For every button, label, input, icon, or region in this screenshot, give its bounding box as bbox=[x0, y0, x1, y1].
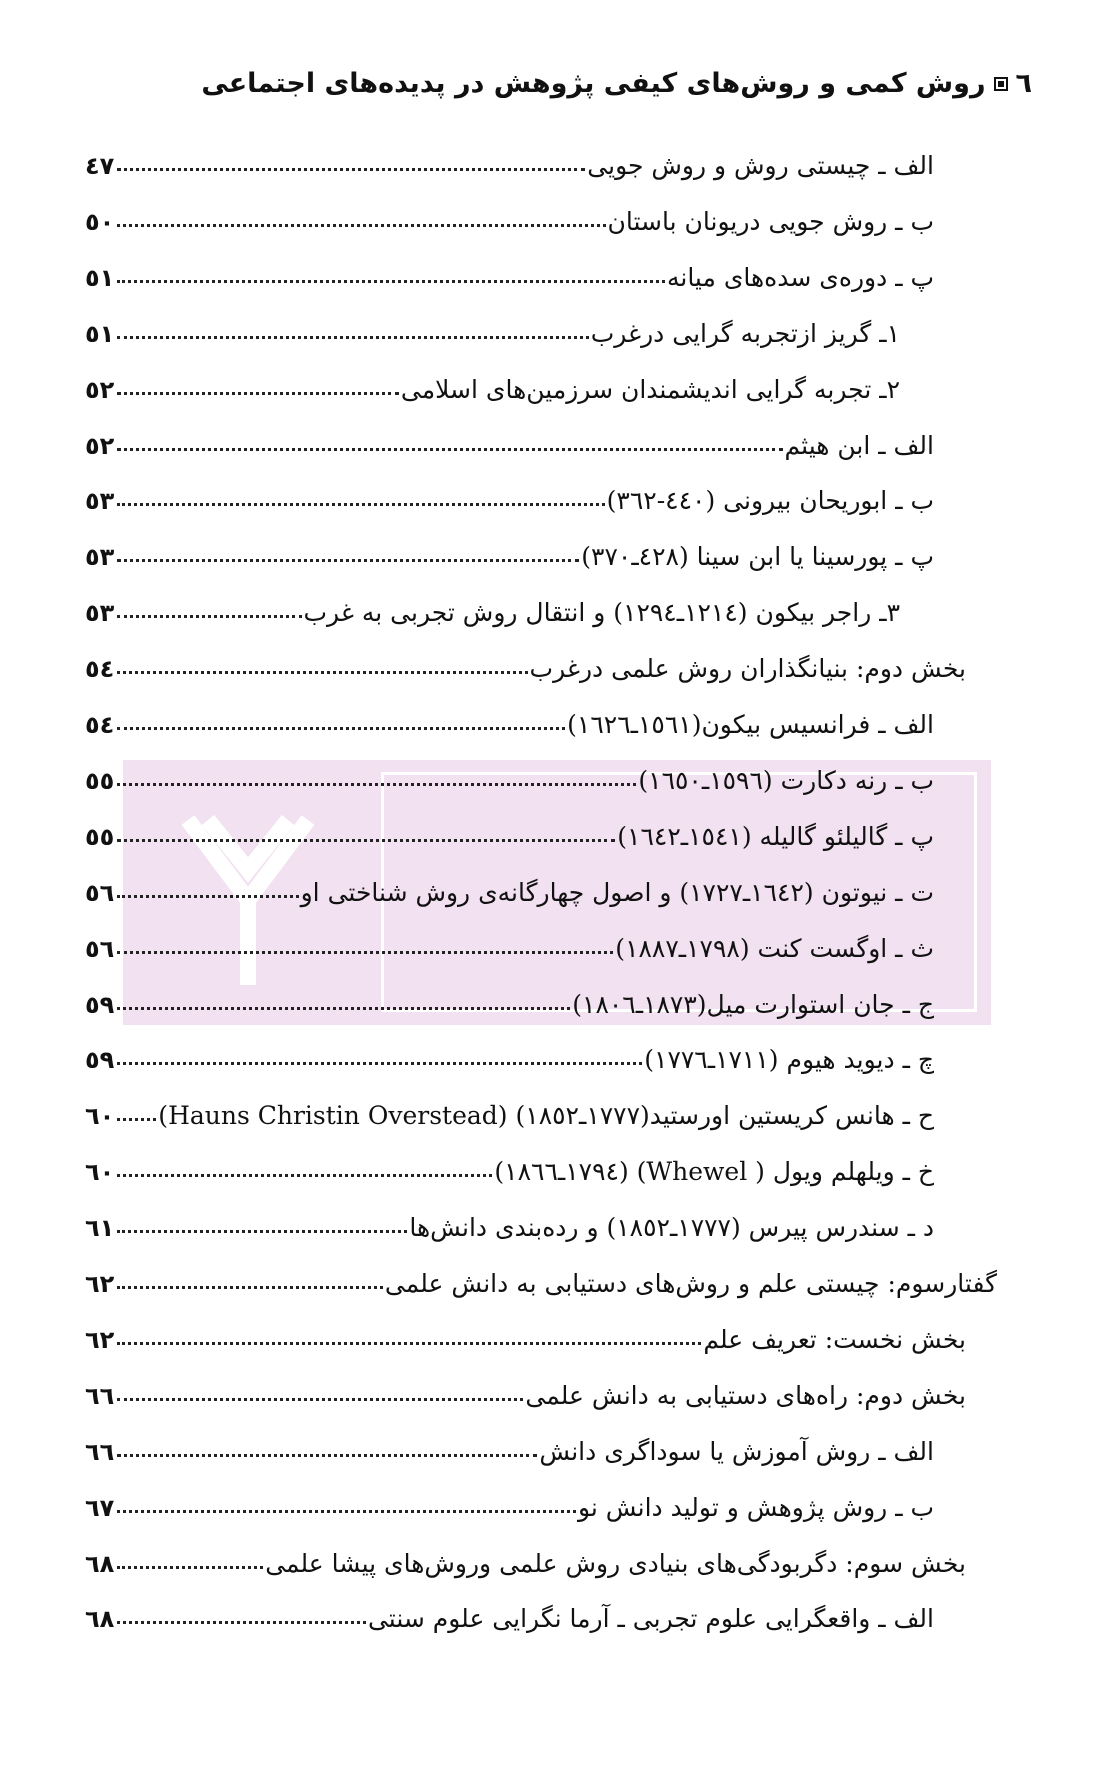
toc-entry-page: ٦٠ bbox=[85, 1157, 115, 1187]
toc-entry[interactable] bbox=[85, 1202, 934, 1242]
dot-leader bbox=[117, 168, 585, 171]
toc-entry[interactable] bbox=[85, 531, 934, 571]
page-header bbox=[201, 68, 1032, 99]
toc-entry-page: ٥٥ bbox=[85, 821, 115, 851]
toc-entry[interactable] bbox=[85, 420, 934, 460]
toc-entry-title: پ ـ دوره‌ی سده‌های میانه bbox=[666, 262, 934, 292]
toc-entry-title: ٣ـ راجر بیکون (١٢١٤ـ١٢٩٤) و انتقال روش تجربی به غرب bbox=[303, 598, 900, 628]
toc-entry[interactable] bbox=[85, 1426, 934, 1466]
dot-leader bbox=[117, 1062, 642, 1065]
toc-entry-title: ٢ـ تجربه گرایی اندیشمندان سرزمین‌های اسلامی bbox=[400, 374, 900, 404]
toc-entry-title: الف ـ واقعگرایی علوم تجربی ـ آرما نگرایی علوم سنتی bbox=[367, 1604, 934, 1634]
toc-entry-title: ح ـ هانس کریستین اورستید(١٧٧٧ـ١٨٥٢) (Hauns Christin Overstead) bbox=[158, 1101, 934, 1131]
dot-leader bbox=[117, 503, 605, 506]
toc-entry-page: ٦٠ bbox=[85, 1101, 115, 1131]
dot-leader bbox=[117, 1286, 383, 1289]
toc-entry[interactable] bbox=[85, 979, 934, 1019]
toc-entry-page: ٦١ bbox=[85, 1213, 115, 1243]
dot-leader bbox=[117, 1398, 523, 1401]
toc-entry-page: ٥٦ bbox=[85, 933, 115, 963]
toc-entry[interactable] bbox=[85, 587, 900, 627]
toc-entry[interactable] bbox=[85, 1593, 934, 1633]
toc-entry-page: ٥٤ bbox=[85, 710, 115, 739]
running-title: روش کمی و روش‌های کیفی پژوهش در پدیده‌های اجتماعی bbox=[201, 68, 986, 99]
toc-entry-page: ٥٢ bbox=[85, 430, 115, 460]
toc-entry[interactable] bbox=[85, 252, 934, 292]
toc-entry-title: الف ـ فرانسیس بیکون(١٥٦١ـ١٦٢٦) bbox=[567, 710, 934, 739]
toc-entry-page: ٦٧ bbox=[85, 1492, 115, 1522]
toc-entry[interactable] bbox=[85, 643, 966, 683]
toc-entry-title: الف ـ چیستی روش و روش جویی bbox=[587, 151, 934, 180]
dot-leader bbox=[117, 559, 579, 562]
dot-leader bbox=[117, 671, 528, 674]
toc-entry-page: ٥٤ bbox=[85, 654, 115, 684]
toc-entry-page: ٥٣ bbox=[85, 542, 115, 572]
toc-entry-page: ٥٣ bbox=[85, 598, 115, 628]
toc-entry[interactable] bbox=[85, 308, 900, 348]
toc-entry[interactable] bbox=[85, 923, 934, 963]
toc-entry-page: ٦٦ bbox=[85, 1436, 115, 1466]
dot-leader bbox=[117, 615, 302, 618]
toc-entry-page: ٥١ bbox=[85, 318, 115, 348]
toc-entry-page: ٥٣ bbox=[85, 486, 115, 516]
dot-leader bbox=[117, 1342, 701, 1345]
toc-entry-page: ٥٩ bbox=[85, 1045, 115, 1075]
toc-entry[interactable] bbox=[85, 196, 934, 236]
toc-entry[interactable] bbox=[85, 1034, 934, 1074]
toc-entry[interactable] bbox=[85, 755, 934, 795]
toc-entry-title: ب ـ ابوریحان بیرونی (٤٤٠-٣٦٢) bbox=[606, 486, 934, 516]
dot-leader bbox=[117, 336, 589, 339]
dot-leader bbox=[117, 783, 636, 786]
dot-leader bbox=[117, 1454, 537, 1457]
toc-entry-title: ت ـ نیوتون (١٦٤٢ـ١٧٢٧) و اصول چهارگانه‌ی روش شناختی او bbox=[300, 877, 934, 907]
toc-entry-page: ٦٢ bbox=[85, 1269, 115, 1298]
dot-leader bbox=[117, 280, 665, 283]
toc-entry[interactable] bbox=[85, 867, 934, 907]
toc-entry-page: ٦٦ bbox=[85, 1380, 115, 1410]
toc-entry-title: ب ـ روش جویی دریونان باستان bbox=[607, 206, 934, 236]
page-number: ٦ bbox=[1015, 68, 1032, 99]
toc-entry[interactable] bbox=[85, 1090, 934, 1130]
toc-entry-title: بخش دوم: بنیانگذاران روش علمی درغرب bbox=[529, 654, 966, 684]
toc-entry-page: ٥٢ bbox=[85, 374, 115, 404]
toc-entry-page: ٦٨ bbox=[85, 1548, 115, 1578]
toc-entry[interactable] bbox=[85, 1314, 966, 1354]
dot-leader bbox=[117, 1510, 576, 1513]
toc-entry-title: ب ـ روش پژوهش و تولید دانش نو bbox=[577, 1492, 934, 1522]
toc-entry-title: ١ـ گریز ازتجربه گرایی درغرب bbox=[590, 318, 900, 348]
dot-leader bbox=[117, 1230, 407, 1233]
toc-entry-title: چ ـ دیوید هیوم (١٧١١ـ١٧٧٦) bbox=[644, 1045, 934, 1075]
toc-entry-page: ٥٠ bbox=[85, 206, 115, 236]
toc-entry[interactable] bbox=[85, 364, 900, 404]
toc-entry-title: بخش سوم: دگربودگی‌های بنیادی روش علمی وروش‌های پیشا علمی bbox=[265, 1548, 966, 1578]
toc-entry-title: د ـ سندرس پیرس (١٧٧٧ـ١٨٥٢) و رده‌بندی دانش‌ها bbox=[409, 1213, 934, 1243]
dot-leader bbox=[117, 1007, 570, 1010]
toc-entry-page: ٥٩ bbox=[85, 989, 115, 1019]
toc-entry-page: ٤٧ bbox=[85, 151, 115, 180]
dot-leader bbox=[117, 448, 783, 451]
dot-leader bbox=[117, 224, 606, 227]
toc-entry-page: ٦٨ bbox=[85, 1604, 115, 1634]
dot-leader bbox=[117, 1566, 263, 1569]
toc-entry-page: ٥١ bbox=[85, 262, 115, 292]
toc-entry[interactable] bbox=[85, 140, 934, 180]
toc-entry-title: گفتارسوم: چیستی علم و روش‌های دستیابی به دانش علمی bbox=[384, 1269, 997, 1298]
toc-entry[interactable] bbox=[85, 811, 934, 851]
toc-entry[interactable] bbox=[85, 1258, 997, 1298]
toc-entry[interactable] bbox=[85, 475, 934, 515]
toc-entry-title: ث ـ اوگست کنت (١٧٩٨ـ١٨٨٧) bbox=[615, 933, 934, 963]
dot-leader bbox=[117, 895, 299, 898]
toc-entry-title: ب ـ رنه دکارت (١٥٩٦ـ١٦٥٠) bbox=[638, 765, 934, 795]
toc-entry[interactable] bbox=[85, 699, 934, 739]
toc-entry-title: ج ـ جان استوارت میل(١٨٧٣ـ١٨٠٦) bbox=[572, 989, 934, 1019]
dot-leader bbox=[117, 1621, 366, 1624]
toc-entry-title: پ ـ گالیلئو گالیله (١٥٤١ـ١٦٤٢) bbox=[617, 821, 934, 851]
toc-entry-title: خ ـ ویلهلم ویول ( Whewel) (١٧٩٤ـ١٨٦٦) bbox=[494, 1157, 934, 1187]
toc-entry-page: ٥٦ bbox=[85, 877, 115, 907]
toc-entry-page: ٥٥ bbox=[85, 765, 115, 795]
dot-leader bbox=[117, 1174, 492, 1177]
toc-entry-title: پ ـ پورسینا یا ابن سینا (٤٢٨ـ٣٧٠) bbox=[581, 542, 934, 572]
dot-leader bbox=[117, 951, 613, 954]
toc-entry-title: بخش نخست: تعریف علم bbox=[703, 1324, 966, 1354]
toc-entry[interactable] bbox=[85, 1146, 934, 1186]
dot-leader bbox=[117, 727, 565, 730]
dot-leader bbox=[117, 1118, 156, 1121]
toc-entry-page: ٦٢ bbox=[85, 1324, 115, 1354]
toc-entry-title: الف ـ ابن هیثم bbox=[784, 430, 934, 460]
toc-entry-title: الف ـ روش آموزش یا سوداگری دانش bbox=[539, 1436, 934, 1466]
toc-entry-title: بخش دوم: راه‌های دستیابی به دانش علمی bbox=[525, 1380, 966, 1410]
dot-leader bbox=[117, 392, 399, 395]
square-bullet-icon bbox=[994, 77, 1008, 91]
toc-entry[interactable] bbox=[85, 1538, 966, 1578]
dot-leader bbox=[117, 839, 615, 842]
toc-entry[interactable] bbox=[85, 1482, 934, 1522]
toc-entry[interactable] bbox=[85, 1370, 966, 1410]
